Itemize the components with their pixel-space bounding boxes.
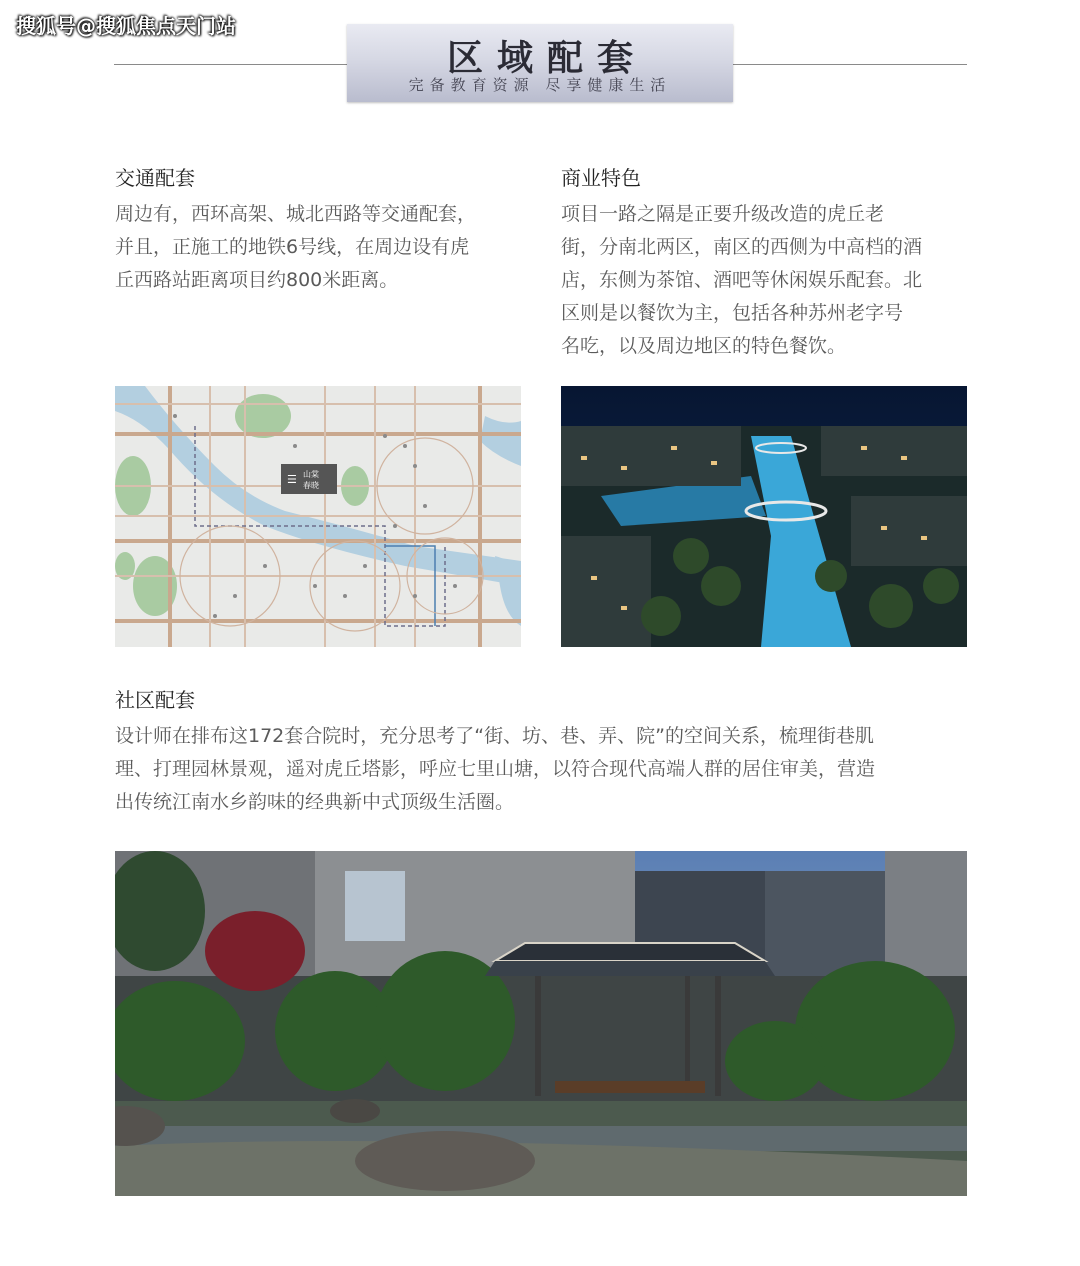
community-line: 设计师在排布这172套合院时，充分思考了“街、坊、巷、弄、院”的空间关系，梳理街巷肌 (115, 725, 874, 747)
page-subtitle: 完备教育资源 尽享健康生活 (408, 76, 672, 94)
commerce-line: 项目一路之隔是正要升级改造的虎丘老 (561, 203, 885, 225)
map-project-label-2: 春晓 (303, 481, 319, 490)
header-rule-right (733, 64, 967, 65)
community-line: 理、打理园林景观，遥对虎丘塔影，呼应七里山塘，以符合现代高端人群的居住审美，营造 (115, 758, 876, 780)
commerce-line: 街，分南北两区，南区的西侧为中高档的酒 (561, 236, 923, 258)
header-rule-left (114, 64, 348, 65)
traffic-heading: 交通配套 (115, 166, 195, 190)
location-map (115, 386, 521, 647)
commerce-line: 名吃，以及周边地区的特色餐饮。 (561, 335, 847, 357)
svg-text:☰: ☰ (287, 473, 297, 486)
watermark-text: 搜狐号@搜狐焦点天门站 (16, 14, 236, 38)
traffic-line: 周边有，西环高架、城北西路等交通配套， (115, 203, 477, 225)
commerce-text (561, 198, 971, 363)
commerce-line: 区则是以餐饮为主，包括各种苏州老字号 (561, 302, 904, 324)
community-text (115, 720, 975, 819)
community-heading: 社区配套 (115, 688, 195, 712)
garden-pavilion-photo (115, 851, 967, 1196)
commerce-line: 店，东侧为茶馆、酒吧等休闲娱乐配套。北 (561, 269, 923, 291)
section-header-banner (347, 24, 733, 102)
commerce-heading: 商业特色 (561, 166, 641, 190)
community-line: 出传统江南水乡韵味的经典新中式顶级生活圈。 (115, 791, 515, 813)
old-street-night-photo (561, 386, 967, 647)
traffic-line: 丘西路站距离项目约800米距离。 (115, 269, 399, 291)
map-project-label-1: 山棠 (303, 470, 319, 479)
traffic-line: 并且，正施工的地铁6号线，在周边设有虎 (115, 236, 470, 258)
traffic-text (115, 198, 535, 297)
page-title: 区域配套 (446, 37, 647, 79)
